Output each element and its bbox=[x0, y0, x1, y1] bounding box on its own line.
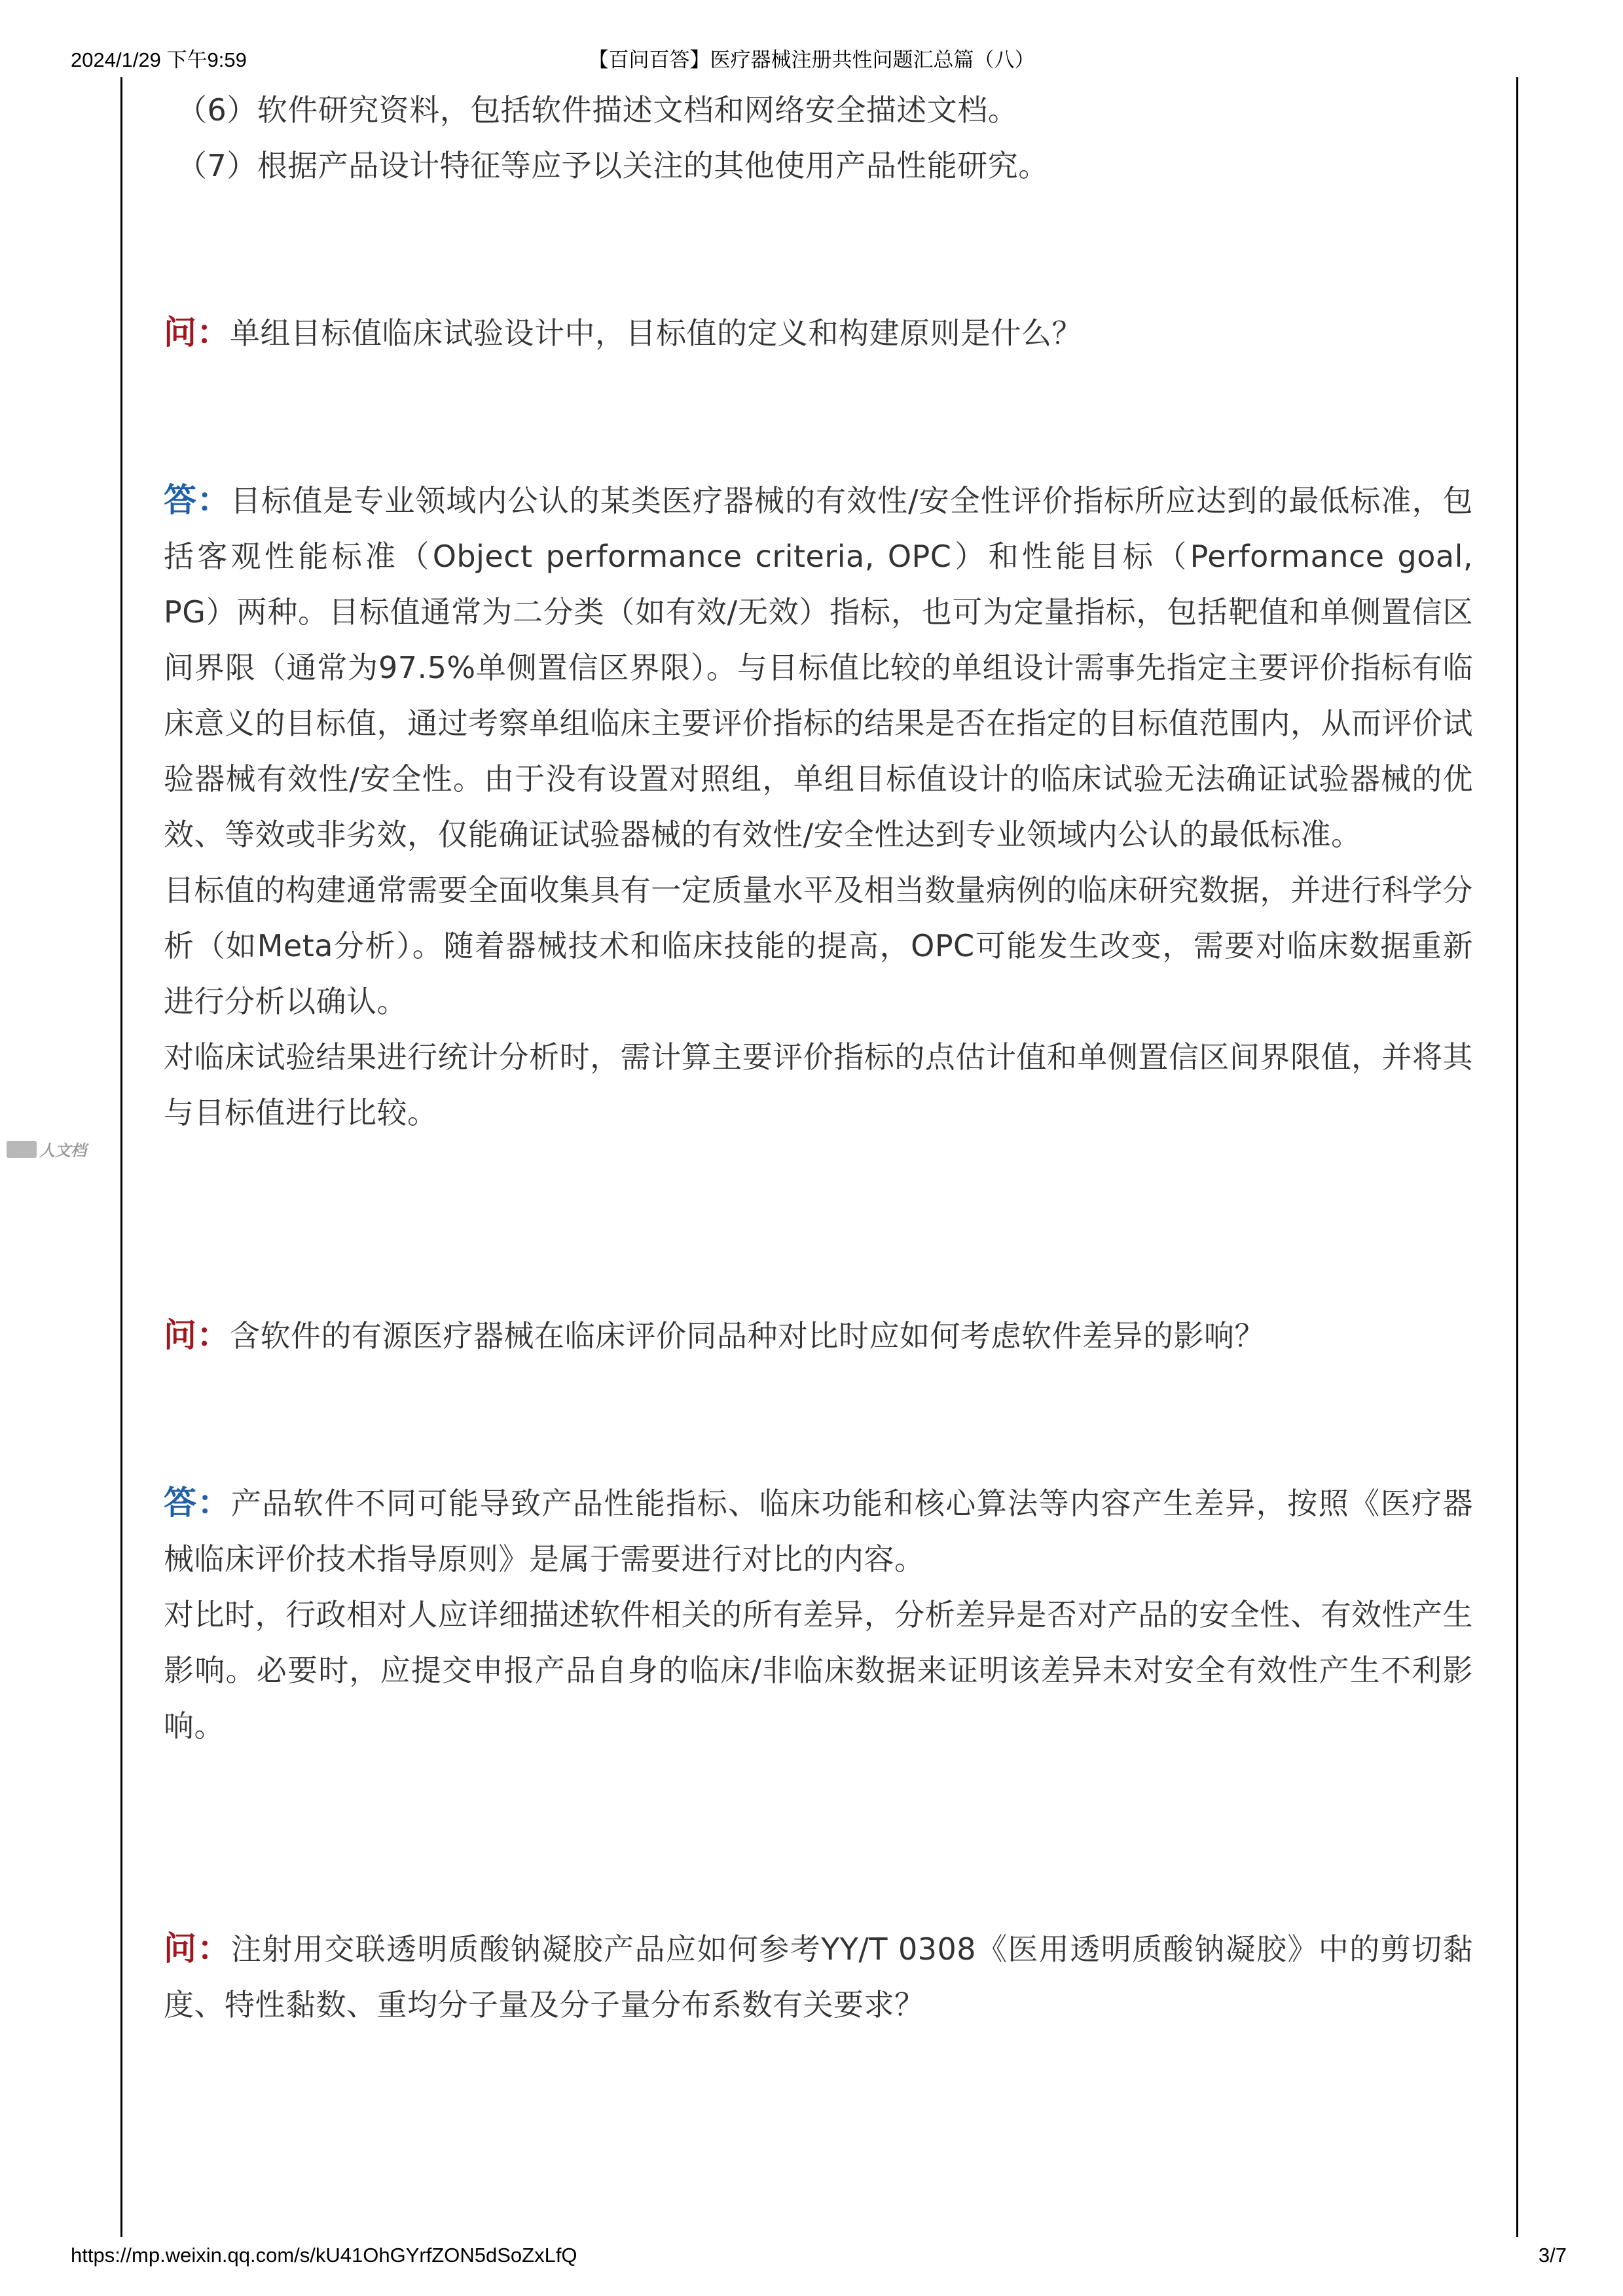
watermark-text: 人文档 bbox=[39, 1141, 86, 1160]
right-border-line bbox=[1516, 77, 1518, 2237]
print-page-number: 3/7 bbox=[1538, 2244, 1567, 2267]
article-body bbox=[164, 82, 1473, 2033]
answer-paragraph: 对临床试验结果进行统计分析时，需计算主要评价指标的点估计值和单侧置信区间界限值，并将其与目标值进行比较。 bbox=[164, 1039, 1473, 1130]
print-page-title: 【百问百答】医疗器械注册共性问题汇总篇（八） bbox=[588, 48, 1035, 71]
question-label: 问： bbox=[164, 1929, 231, 1967]
question-label: 问： bbox=[164, 314, 230, 351]
question-1 bbox=[164, 305, 1473, 361]
answer-label: 答： bbox=[164, 1484, 231, 1522]
question-2 bbox=[164, 1308, 1473, 1364]
question-text: 单组目标值临床试验设计中，目标值的定义和构建原则是什么？ bbox=[230, 315, 1082, 351]
question-3 bbox=[164, 1921, 1473, 2033]
print-url: https://mp.weixin.qq.com/s/kU41OhGYrfZON5dSoZxLfQ bbox=[71, 2244, 577, 2267]
print-datetime: 2024/1/29 下午9:59 bbox=[71, 48, 247, 71]
answer-paragraph: 对比时，行政相对人应详细描述软件相关的所有差异，分析差异是否对产品的安全性、有效性产生影响。必要时，应提交申报产品自身的临床/非临床数据来证明该差异未对安全有效性产生不利影响。 bbox=[164, 1597, 1473, 1744]
list-item: （6）软件研究资料，包括软件描述文档和网络安全描述文档。 bbox=[177, 92, 1019, 128]
answer-label: 答： bbox=[164, 481, 231, 519]
watermark bbox=[7, 1138, 86, 1160]
question-text: 注射用交联透明质酸钠凝胶产品应如何参考YY/T 0308《医用透明质酸钠凝胶》中的剪切黏度、特性黏数、重均分子量及分子量分布系数有关要求？ bbox=[164, 1931, 1474, 2022]
left-border-line bbox=[120, 77, 122, 2237]
answer-1 bbox=[164, 473, 1473, 863]
list-item: （7）根据产品设计特征等应予以关注的其他使用产品性能研究。 bbox=[177, 148, 1049, 183]
answer-text: 目标值是专业领域内公认的某类医疗器械的有效性/安全性评价指标所应达到的最低标准，包括客观性能标准（Object performance criteria, OPC）和性能目标（Performance goal, PG）两种。目标值通常为二分类（如有效/无效）指标，也可为定量指标，包括靶值和单侧置信区间界限（通常为97.5%单侧置信区界限）。与目标值比较的单组设计需事先指定主要评价指标有临床意义的目标值，通过考察单组临床主要评价指标的结果是否在指定的目标值范围内，从而评价试验器械有效性/安全性。由于没有设置对照组，单组目标值设计的临床试验无法确证试验器械的优效、等效或非劣效，仅能确证试验器械的有效性/安全性达到专业领域内公认的最低标准。 bbox=[164, 483, 1474, 852]
question-text: 含软件的有源医疗器械在临床评价同品种对比时应如何考虑软件差异的影响？ bbox=[230, 1318, 1265, 1354]
answer-2 bbox=[164, 1475, 1473, 1587]
question-label: 问： bbox=[164, 1316, 230, 1354]
answer-paragraph: 目标值的构建通常需要全面收集具有一定质量水平及相当数量病例的临床研究数据，并进行科学分析（如Meta分析）。随着器械技术和临床技能的提高，OPC可能发生改变，需要对临床数据重新进行分析以确认。 bbox=[164, 872, 1473, 1019]
answer-text: 产品软件不同可能导致产品性能指标、临床功能和核心算法等内容产生差异，按照《医疗器械临床评价技术指导原则》是属于需要进行对比的内容。 bbox=[164, 1486, 1474, 1577]
watermark-logo-icon bbox=[7, 1141, 37, 1158]
